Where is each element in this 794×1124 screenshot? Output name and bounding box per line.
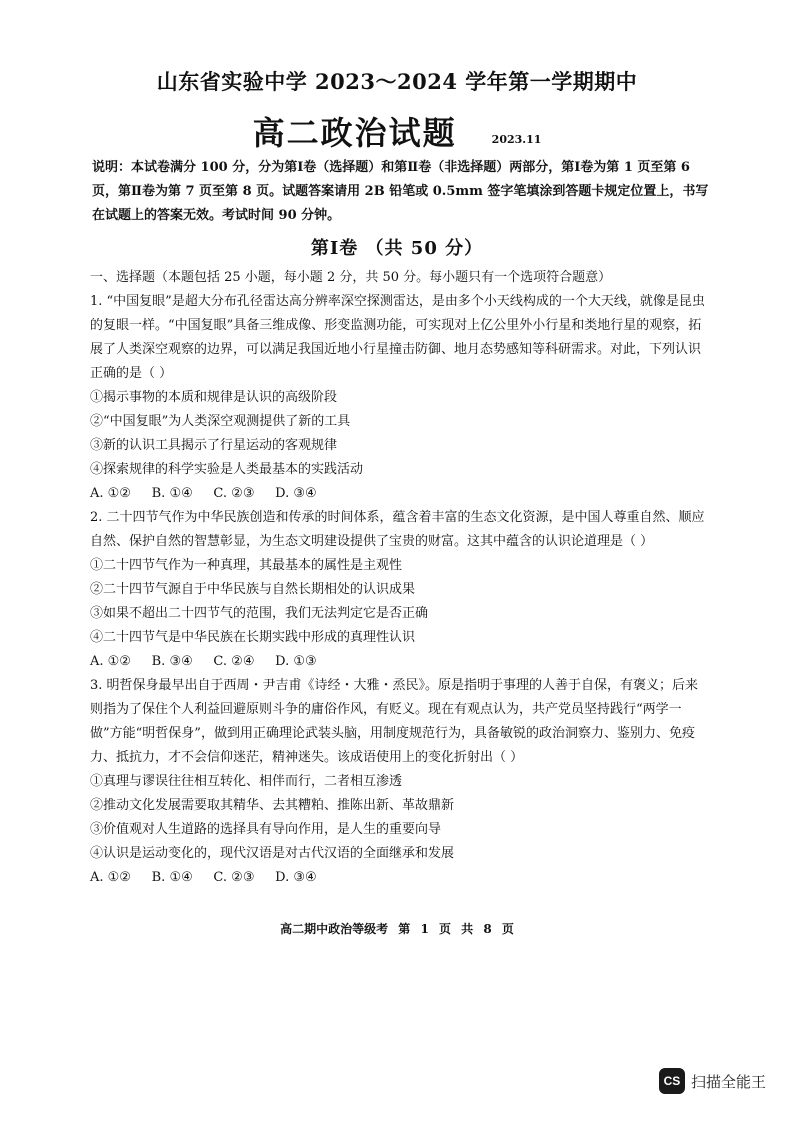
question-item: ③价值观对人生道路的选择具有导向作用，是人生的重要向导 <box>90 822 442 837</box>
question-2 <box>90 506 710 674</box>
answer-options: A. ①② B. ①④ C. ②③ D. ③④ <box>90 486 317 501</box>
instructions: 说明：本试卷满分 100 分，分为第Ⅰ卷（选择题）和第Ⅱ卷（非选择题）两部分，第Ⅰ卷为第 1 页至第 6 页，第Ⅱ卷为第 7 页至第 8 页。试题答案请用 2B 铅笔或 0.5mm 签字笔填涂到答题卡规定位置上，书写在试题上的答案无效。考试时间 90 分钟。 <box>92 160 709 223</box>
question-1 <box>90 290 710 506</box>
answer-options: A. ①② B. ①④ C. ②③ D. ③④ <box>90 870 317 885</box>
question-item: ③如果不超出二十四节气的范围，我们无法判定它是否正确 <box>90 606 429 621</box>
question-stem: 1. “中国复眼”是超大分布孔径雷达高分辨率深空探测雷达，是由多个小天线构成的一个大天线，就像是昆虫的复眼一样。“中国复眼”具备三维成像、形变监测功能，可实现对上亿公里外小行星和类地行星的观察，拓展了人类深空观察的边界，可以满足我国近地小行星撞击防御、地月态势感知等科研需求。对此，下列认识正确的是（ ） <box>90 294 705 381</box>
question-item: ④二十四节气是中华民族在长期实践中形成的真理性认识 <box>90 630 416 645</box>
exam-title: 高二政治试题 <box>252 114 457 152</box>
camscanner-logo-icon: CS <box>659 1068 685 1094</box>
question-item: ①真理与谬误往往相互转化、相伴而行，二者相互渗透 <box>90 774 403 789</box>
page-footer: 高二期中政治等级考 第 1 页 共 8 页 <box>280 922 514 936</box>
question-item: ①二十四节气作为一种真理，其最基本的属性是主观性 <box>90 558 403 573</box>
question-item: ①揭示事物的本质和规律是认识的高级阶段 <box>90 390 338 405</box>
question-stem: 3. 明哲保身最早出自于西周・尹吉甫《诗经・大雅・烝民》。原是指明于事理的人善于自保，有褒义；后来则指为了保住个人利益回避原则斗争的庸俗作风，有贬义。现在有观点认为，共产党员坚持践行“两学一做”方能“明哲保身”，做到用正确理论武装头脑，用制度规范行为，具备敏锐的政治洞察力、鉴别力、免疫力、抵抗力，才不会信仰迷茫，精神迷失。该成语使用上的变化折射出（ ） <box>90 678 699 765</box>
scanner-watermark <box>659 1068 766 1094</box>
watermark-text: 扫描全能王 <box>690 1072 766 1091</box>
question-item: ②推动文化发展需要取其精华、去其糟粕、推陈出新、革故鼎新 <box>90 798 455 813</box>
question-item: ④探索规律的科学实验是人类最基本的实践活动 <box>90 462 364 477</box>
question-item: ②二十四节气源自于中华民族与自然长期相处的认识成果 <box>90 582 416 597</box>
question-stem: 2. 二十四节气作为中华民族创造和传承的时间体系，蕴含着丰富的生态文化资源，是中国人尊重自然、顺应自然、保护自然的智慧彰显，为生态文明建设提供了宝贵的财富。这其中蕴含的认识论道理是（ ） <box>90 510 705 549</box>
question-item: ③新的认识工具揭示了行星运动的客观规律 <box>90 438 338 453</box>
exam-title-row <box>0 108 794 154</box>
answer-options: A. ①② B. ③④ C. ②④ D. ①③ <box>90 654 317 669</box>
school-title: 山东省实验中学 2023～2024 学年第一学期期中 <box>156 69 638 94</box>
part-heading: 一、选择题（本题包括 25 小题，每小题 2 分，共 50 分。每小题只有一个选项符合题意） <box>90 270 612 285</box>
section-title: 第Ⅰ卷 （共 50 分） <box>310 238 484 259</box>
question-item: ②“中国复眼”为人类深空观测提供了新的工具 <box>90 414 351 429</box>
question-item: ④认识是运动变化的，现代汉语是对古代汉语的全面继承和发展 <box>90 846 455 861</box>
question-body <box>90 266 710 890</box>
question-3 <box>90 674 710 890</box>
exam-date: 2023.11 <box>491 133 542 146</box>
